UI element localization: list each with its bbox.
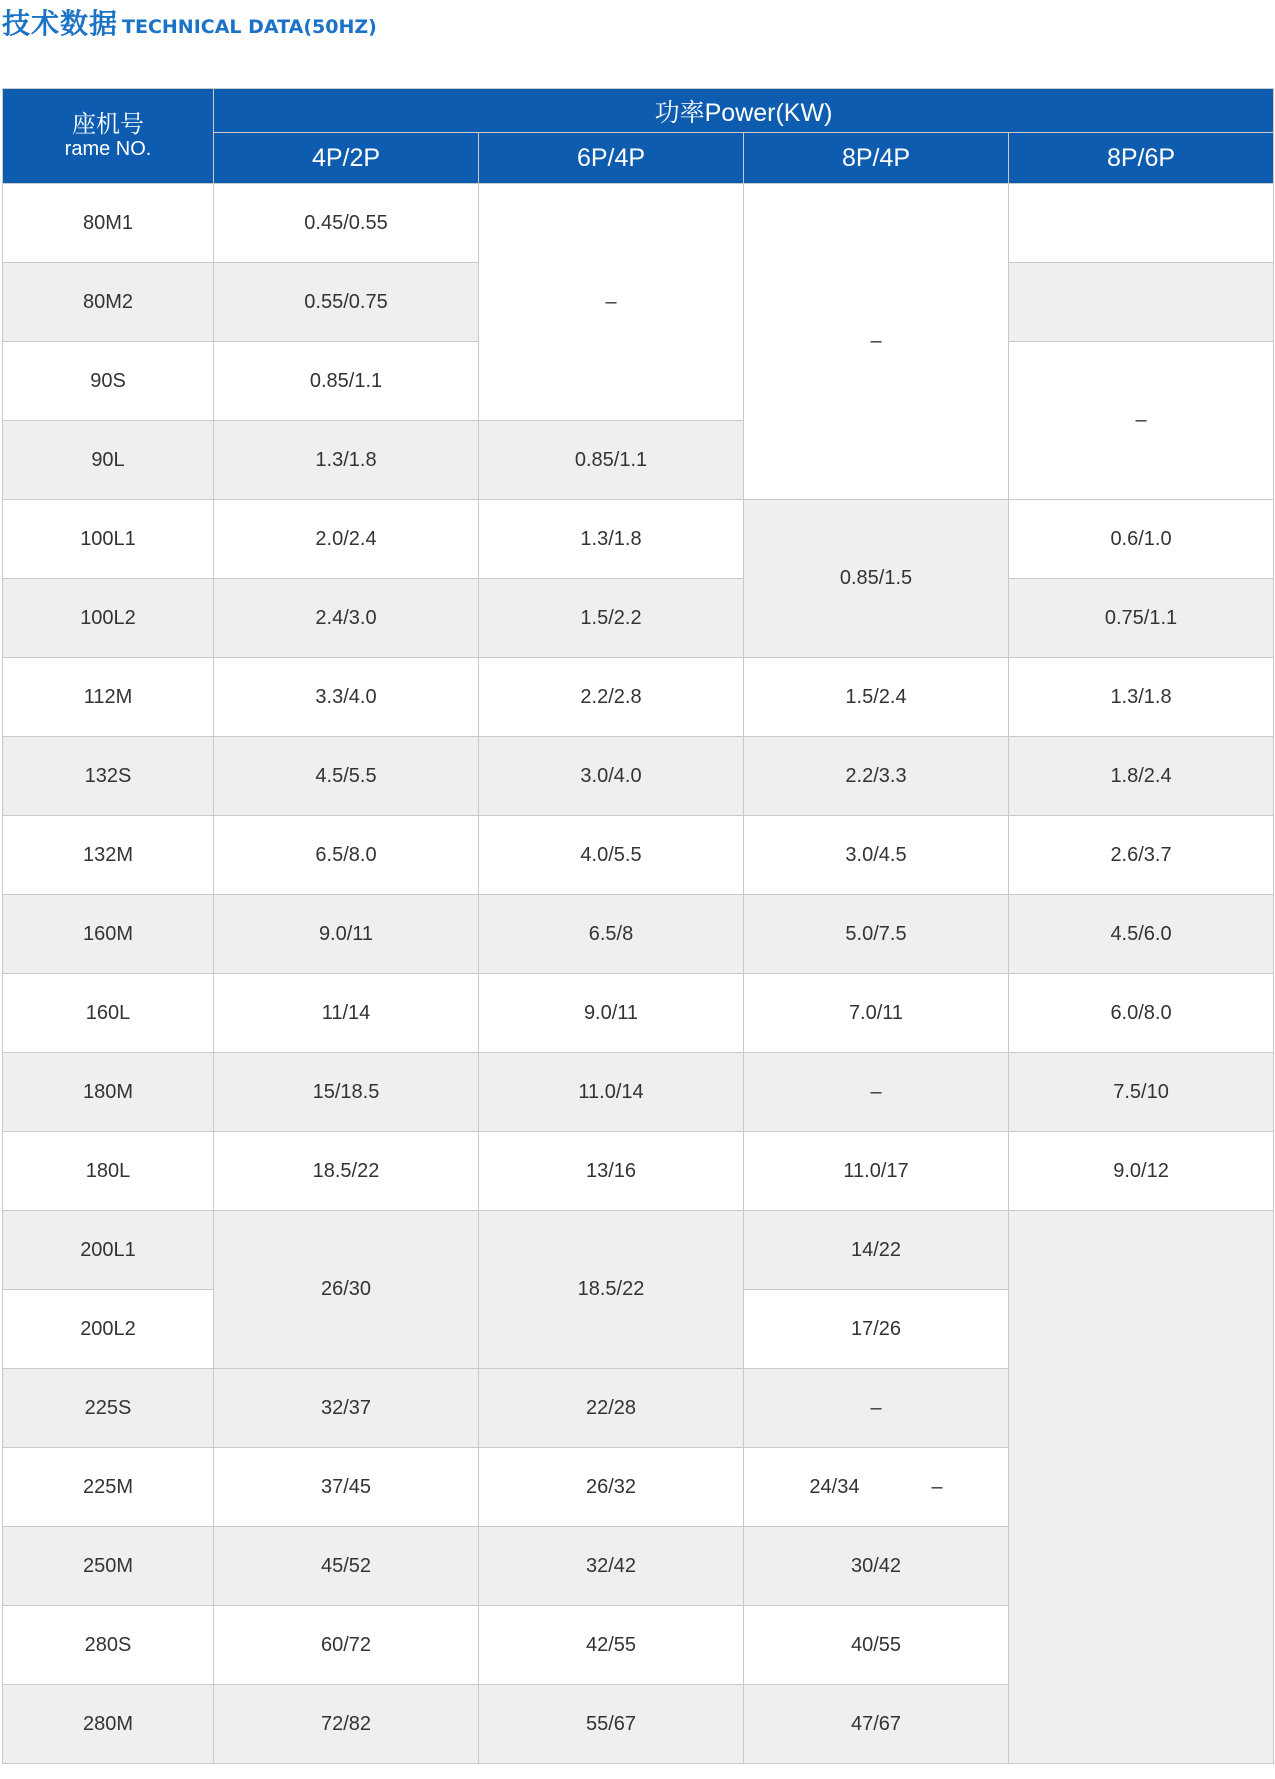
- power-cell-4p2p: 6.5/8.0: [214, 816, 479, 895]
- power-cell-6p4p: –: [479, 184, 744, 421]
- power-cell-8p4p: 11.0/17: [744, 1132, 1009, 1211]
- frame-cell: 200L2: [3, 1290, 214, 1369]
- frame-cell: 80M1: [3, 184, 214, 263]
- power-cell-6p4p: 13/16: [479, 1132, 744, 1211]
- power-cell-6p4p: 32/42: [479, 1527, 744, 1606]
- power-cell-8p4p: 17/26: [744, 1290, 1009, 1369]
- table-row: [3, 500, 1274, 579]
- table-row: [3, 184, 1274, 263]
- frame-cell: 100L1: [3, 500, 214, 579]
- frame-cell: 280S: [3, 1606, 214, 1685]
- power-cell-6p4p: 55/67: [479, 1685, 744, 1764]
- power-cell-4p2p: 4.5/5.5: [214, 737, 479, 816]
- technical-data-table: [2, 88, 1274, 1764]
- power-cell-8p4p: –: [744, 1053, 1009, 1132]
- power-cell-6p4p: 22/28: [479, 1369, 744, 1448]
- power-cell-4p2p: 32/37: [214, 1369, 479, 1448]
- table-row: [3, 1053, 1274, 1132]
- frame-cell: 132M: [3, 816, 214, 895]
- power-cell-6p4p: 42/55: [479, 1606, 744, 1685]
- frame-header-chinese: 座机号: [72, 110, 144, 138]
- pole-header-6p4p: 6P/4P: [479, 133, 744, 184]
- frame-cell: 280M: [3, 1685, 214, 1764]
- pole-header-8p4p: 8P/4P: [744, 133, 1009, 184]
- frame-cell: 132S: [3, 737, 214, 816]
- power-cell-8p6p: 9.0/12: [1009, 1132, 1274, 1211]
- power-cell-8p4p: –: [744, 1369, 1009, 1448]
- power-cell-4p2p: 9.0/11: [214, 895, 479, 974]
- power-cell-4p2p: 18.5/22: [214, 1132, 479, 1211]
- frame-cell: 180L: [3, 1132, 214, 1211]
- frame-cell: 160L: [3, 974, 214, 1053]
- power-cell-8p4p: 5.0/7.5: [744, 895, 1009, 974]
- frame-cell: 90S: [3, 342, 214, 421]
- power-cell-8p6p-empty: [1009, 1211, 1274, 1764]
- power-cell-8p4p: –: [744, 184, 1009, 500]
- table-row: [3, 974, 1274, 1053]
- power-cell-8p4p: 14/22: [744, 1211, 1009, 1290]
- power-cell-8p6p: 2.6/3.7: [1009, 816, 1274, 895]
- dash-mark: –: [931, 1475, 943, 1498]
- power-cell-4p2p: 72/82: [214, 1685, 479, 1764]
- power-cell-8p6p: 7.5/10: [1009, 1053, 1274, 1132]
- frame-cell: 100L2: [3, 579, 214, 658]
- power-cell-8p6p: 1.8/2.4: [1009, 737, 1274, 816]
- page-title: [2, 2, 377, 42]
- power-cell-6p4p: 3.0/4.0: [479, 737, 744, 816]
- frame-cell: 200L1: [3, 1211, 214, 1290]
- pole-header-4p2p: 4P/2P: [214, 133, 479, 184]
- power-cell-6p4p: 2.2/2.8: [479, 658, 744, 737]
- power-cell-4p2p: 60/72: [214, 1606, 479, 1685]
- pole-header-8p6p: 8P/6P: [1009, 133, 1274, 184]
- power-cell-6p4p: 9.0/11: [479, 974, 744, 1053]
- power-cell-4p2p: 45/52: [214, 1527, 479, 1606]
- frame-cell: 225M: [3, 1448, 214, 1527]
- title-english: TECHNICAL DATA(50HZ): [122, 16, 377, 38]
- power-cell-6p4p: 1.3/1.8: [479, 500, 744, 579]
- power-cell-8p4p: 47/67: [744, 1685, 1009, 1764]
- power-cell-4p2p: 3.3/4.0: [214, 658, 479, 737]
- table-row: [3, 1211, 1274, 1290]
- table-row: [3, 895, 1274, 974]
- frame-cell: 250M: [3, 1527, 214, 1606]
- frame-cell: 180M: [3, 1053, 214, 1132]
- power-cell-4p2p: 2.0/2.4: [214, 500, 479, 579]
- power-cell-8p4p: 40/55: [744, 1606, 1009, 1685]
- power-cell-8p6p: [1009, 184, 1274, 263]
- frame-cell: 112M: [3, 658, 214, 737]
- power-cell-4p2p: 0.85/1.1: [214, 342, 479, 421]
- table-row: [3, 579, 1274, 658]
- table-row: [3, 658, 1274, 737]
- power-cell-8p6p: 4.5/6.0: [1009, 895, 1274, 974]
- power-cell-4p2p: 11/14: [214, 974, 479, 1053]
- power-cell-8p6p: 6.0/8.0: [1009, 974, 1274, 1053]
- power-cell-6p4p: 0.85/1.1: [479, 421, 744, 500]
- power-value: 24/34: [809, 1475, 860, 1498]
- power-cell-4p2p: 37/45: [214, 1448, 479, 1527]
- frame-cell: 160M: [3, 895, 214, 974]
- power-cell-8p4p: 1.5/2.4: [744, 658, 1009, 737]
- power-cell-8p6p: 0.75/1.1: [1009, 579, 1274, 658]
- power-cell-6p4p: 6.5/8: [479, 895, 744, 974]
- power-cell-8p4p: 2.2/3.3: [744, 737, 1009, 816]
- title-chinese: 技术数据: [2, 7, 119, 40]
- power-cell-4p2p: 1.3/1.8: [214, 421, 479, 500]
- power-cell-8p6p: –: [1009, 342, 1274, 500]
- power-cell-6p4p: 18.5/22: [479, 1211, 744, 1369]
- power-cell-8p6p: 0.6/1.0: [1009, 500, 1274, 579]
- power-cell-8p4p: 7.0/11: [744, 974, 1009, 1053]
- power-cell-6p4p: 4.0/5.5: [479, 816, 744, 895]
- power-cell-6p4p: 26/32: [479, 1448, 744, 1527]
- frame-number-header: [3, 89, 214, 184]
- frame-cell: 80M2: [3, 263, 214, 342]
- frame-cell: 225S: [3, 1369, 214, 1448]
- table-row: [3, 1132, 1274, 1211]
- power-cell-8p6p: 1.3/1.8: [1009, 658, 1274, 737]
- power-cell-4p2p: 2.4/3.0: [214, 579, 479, 658]
- frame-cell: 90L: [3, 421, 214, 500]
- power-cell-4p2p: 15/18.5: [214, 1053, 479, 1132]
- power-cell-6p4p: 11.0/14: [479, 1053, 744, 1132]
- table-row: [3, 737, 1274, 816]
- frame-header-english: rame NO.: [64, 138, 152, 161]
- power-cell-4p2p: 26/30: [214, 1211, 479, 1369]
- power-cell-8p4p: 3.0/4.5: [744, 816, 1009, 895]
- power-cell-8p6p: [1009, 263, 1274, 342]
- power-cell-8p4p: 30/42: [744, 1527, 1009, 1606]
- power-cell-4p2p: 0.45/0.55: [214, 184, 479, 263]
- power-cell-8p4p: [744, 1448, 1009, 1527]
- table-row: [3, 816, 1274, 895]
- power-header: 功率Power(KW): [214, 89, 1274, 133]
- power-cell-6p4p: 1.5/2.2: [479, 579, 744, 658]
- power-cell-8p4p: 0.85/1.5: [744, 500, 1009, 658]
- power-cell-4p2p: 0.55/0.75: [214, 263, 479, 342]
